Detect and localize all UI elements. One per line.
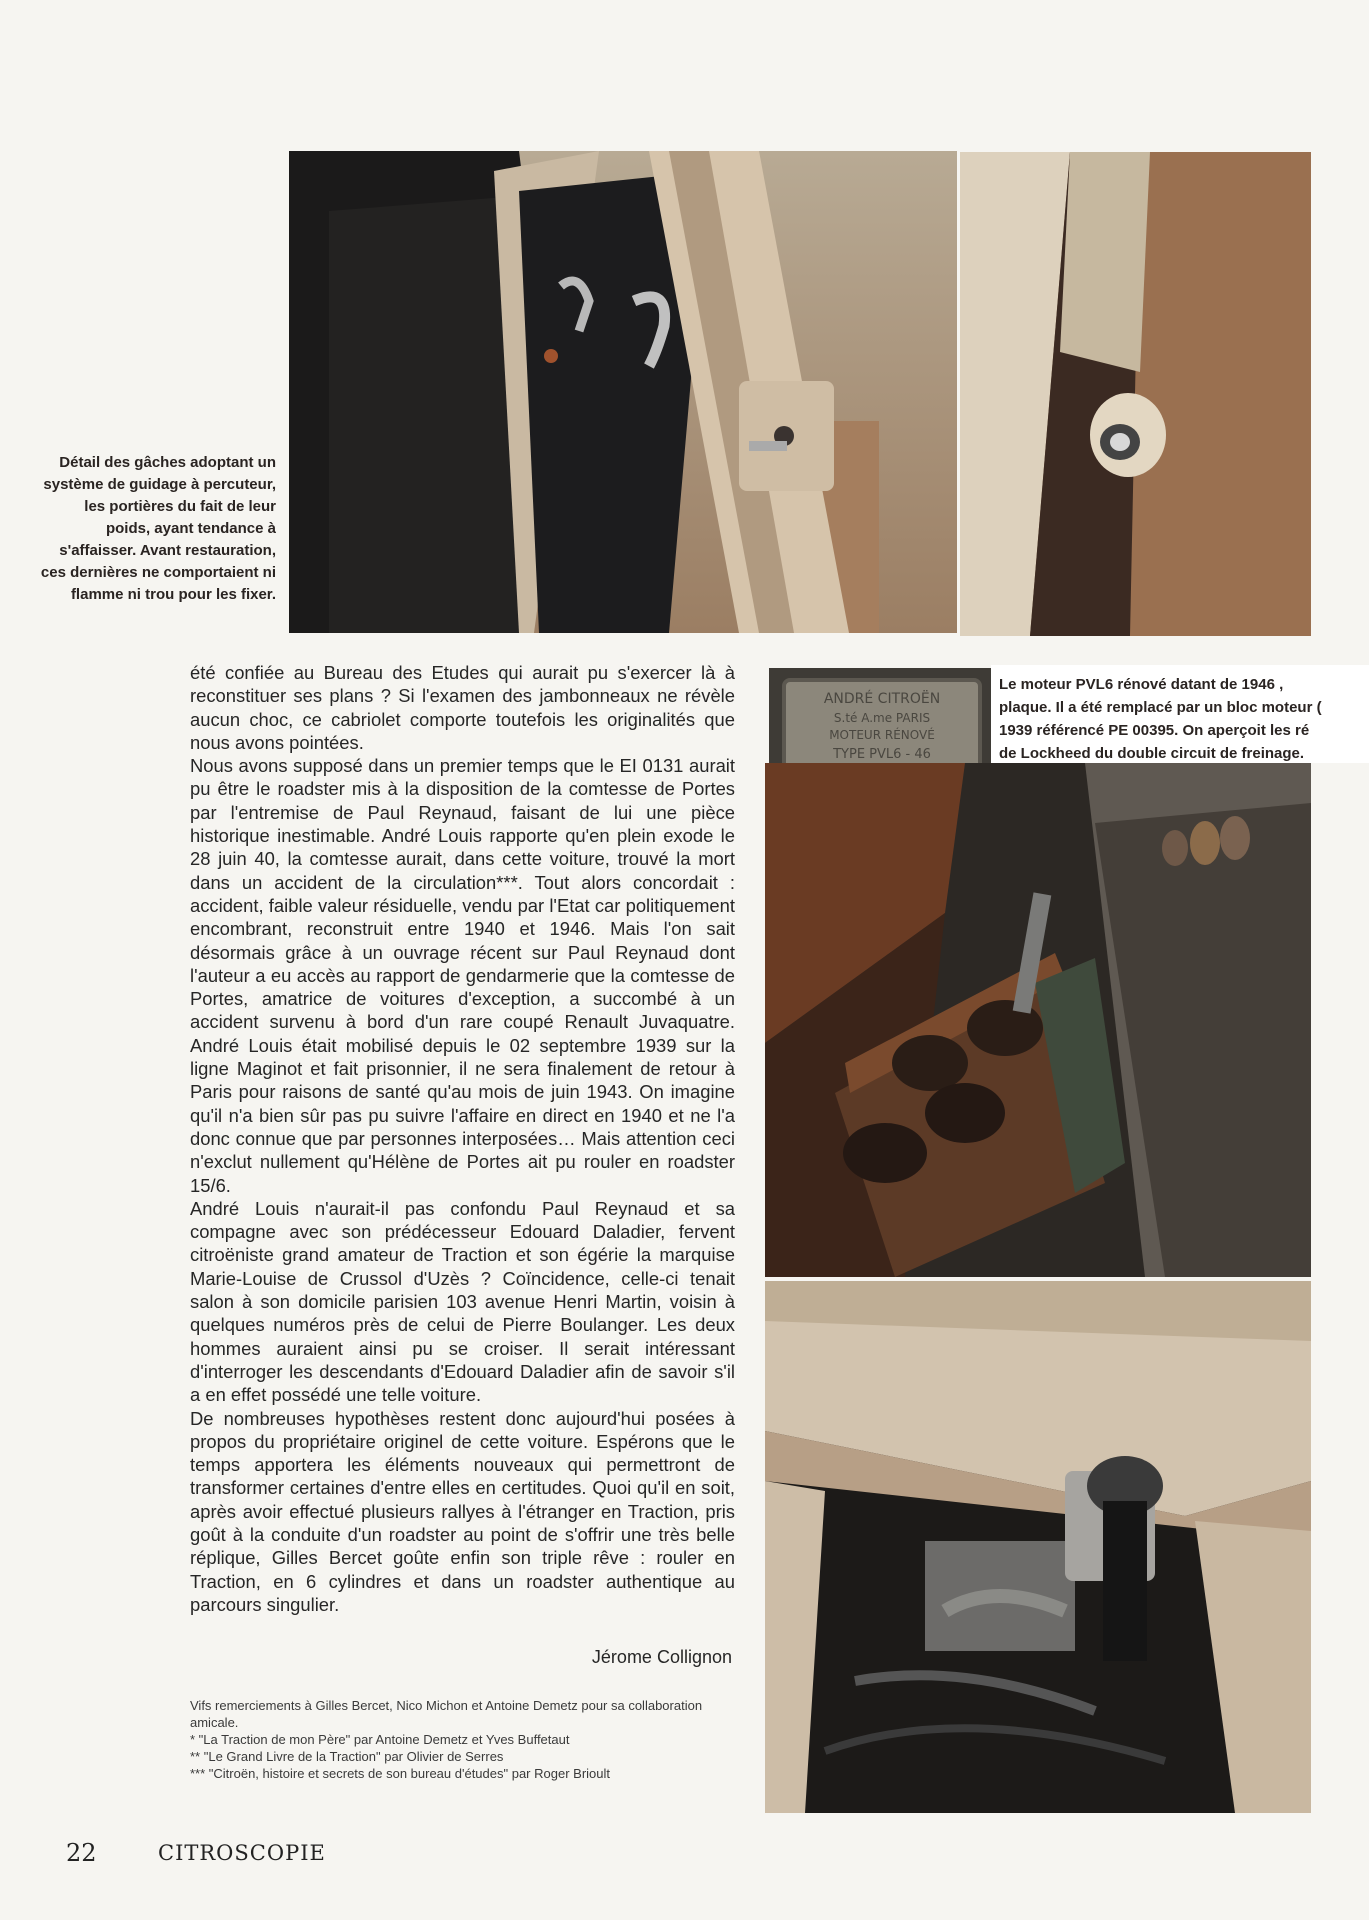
- caption-engine: [991, 665, 1369, 763]
- article-paragraph: André Louis n'aurait-il pas confondu Paul Reynaud et sa compagne avec son prédécesseur Edouard Daladier, fervent citroëniste grand amateur de Traction et son égérie la marquise Marie-Louise de Crussol d'Uzès ? Coïncidence, celle-ci tenait salon à son domicile parisien 103 avenue Henri Martin, voisin à quelques numéros près de celui de Pierre Boulanger. Les deux hommes auraient ainsi pu se croiser. Il serait intéressant d'interroger les descendants d'Edouard Daladier afin de savoir s'il a en effet possédé une telle voiture.: [190, 1197, 735, 1406]
- plate-line3: MOTEUR RÉNOVÉ: [829, 728, 935, 742]
- plate-line4: TYPE PVL6 - 46: [833, 747, 931, 762]
- article-body: [190, 661, 735, 1616]
- article-paragraph: De nombreuses hypothèses restent donc aujourd'hui posées à propos du propriétaire originel de cette voiture. Espérons que le temps apportera les éléments nouveaux qui permettront de transformer certaines d'entre elles en certitudes. Quoi qu'il en soit, après avoir effectué plusieurs rallyes à l'étranger en Traction, pris goût à la conduite d'un roadster au point de s'offrir une très belle réplique, Gilles Bercet goûte enfin son triple rêve : rouler en Traction, en 6 cylindres et dans un roadster authentique au parcours singulier.: [190, 1407, 735, 1615]
- page-number: 22: [66, 1839, 97, 1867]
- article-paragraph: été confiée au Bureau des Etudes qui aurait pu s'exercer là à reconstituer ses plans ? Si l'examen des jambonneaux ne révèle aucun choc, ce cabriolet comporte toutefois les originalités que nous avons pointées.: [190, 662, 735, 753]
- caption-door-latch: Détail des gâches adoptant un système de guidage à percuteur, les portières du fait de leur poids, ayant tendance à s'affaisser. Avant restauration, ces dernières ne comportaient ni flamme ni trou pour les fixer.: [40, 454, 276, 603]
- acknowledgement: Vifs remerciements à Gilles Bercet, Nico Michon et Antoine Demetz pour sa collaboration amicale.: [190, 1698, 703, 1730]
- caption-engine-line: de Lockheed du double circuit de freinage.: [999, 745, 1305, 762]
- photo-engine-bay: [765, 763, 1311, 1277]
- photo-engine-compartment: [765, 1281, 1311, 1813]
- photo-door-hinge: [960, 152, 1311, 636]
- footnote: * "La Traction de mon Père" par Antoine Demetz et Yves Buffetaut: [190, 1732, 570, 1747]
- author-signature: Jérome Collignon: [591, 1647, 732, 1667]
- article-paragraph: Nous avons supposé dans un premier temps que le EI 0131 aurait pu être le roadster mis à la disposition de la comtesse de Portes par l'entremise de Paul Reynaud, faisant de lui une pièce historique inestimable. André Louis rapporte qu'en plein exode le 28 juin 40, la comtesse aurait, dans cette voiture, trouvé la mort dans un accident de la circulation***. Tout alors concordait : accident, faible valeur résiduelle, vendu par l'Etat car politiquement encombrant, reconstruit entre 1940 et 1946. Mais l'on sait désormais grâce à un ouvrage récent sur Paul Reynaud dont l'auteur a eu accès au rapport de gendarmerie que la comtesse de Portes, amatrice de voitures d'exception, a succombé à un accident survenu à bord d'un rare coupé Renault Juvaquatre. André Louis était mobilisé depuis le 02 septembre 1939 sur la ligne Maginot et fait prisonnier, il ne sera finalement de retour à Paris pour raisons de santé qu'au mois de juin 1943. On imagine qu'il n'a bien sûr pas pu suivre l'affaire en direct en 1940 et ne l'a donc connue que par personnes interposées… Mais attention ceci n'exclut nullement qu'Hélène de Portes ait pu rouler en roadster 15/6.: [190, 755, 735, 1196]
- photo-door-interior: [289, 151, 957, 633]
- footnotes: [190, 1697, 735, 1782]
- caption-engine-line: plaque. Il a été remplacé par un bloc moteur (: [999, 699, 1322, 716]
- plate-line2: S.té A.me PARIS: [833, 711, 931, 725]
- footnote: ** "Le Grand Livre de la Traction" par Olivier de Serres: [190, 1749, 504, 1764]
- footnote: *** "Citroën, histoire et secrets de son bureau d'études" par Roger Brioult: [190, 1766, 610, 1781]
- caption-engine-line: Le moteur PVL6 rénové datant de 1946 ,: [999, 676, 1284, 693]
- magazine-name: CITROSCOPIE: [158, 1841, 326, 1865]
- plate-line1: ANDRÉ CITROËN: [823, 691, 941, 707]
- caption-engine-line: 1939 référencé PE 00395. On aperçoit les ré: [999, 722, 1310, 739]
